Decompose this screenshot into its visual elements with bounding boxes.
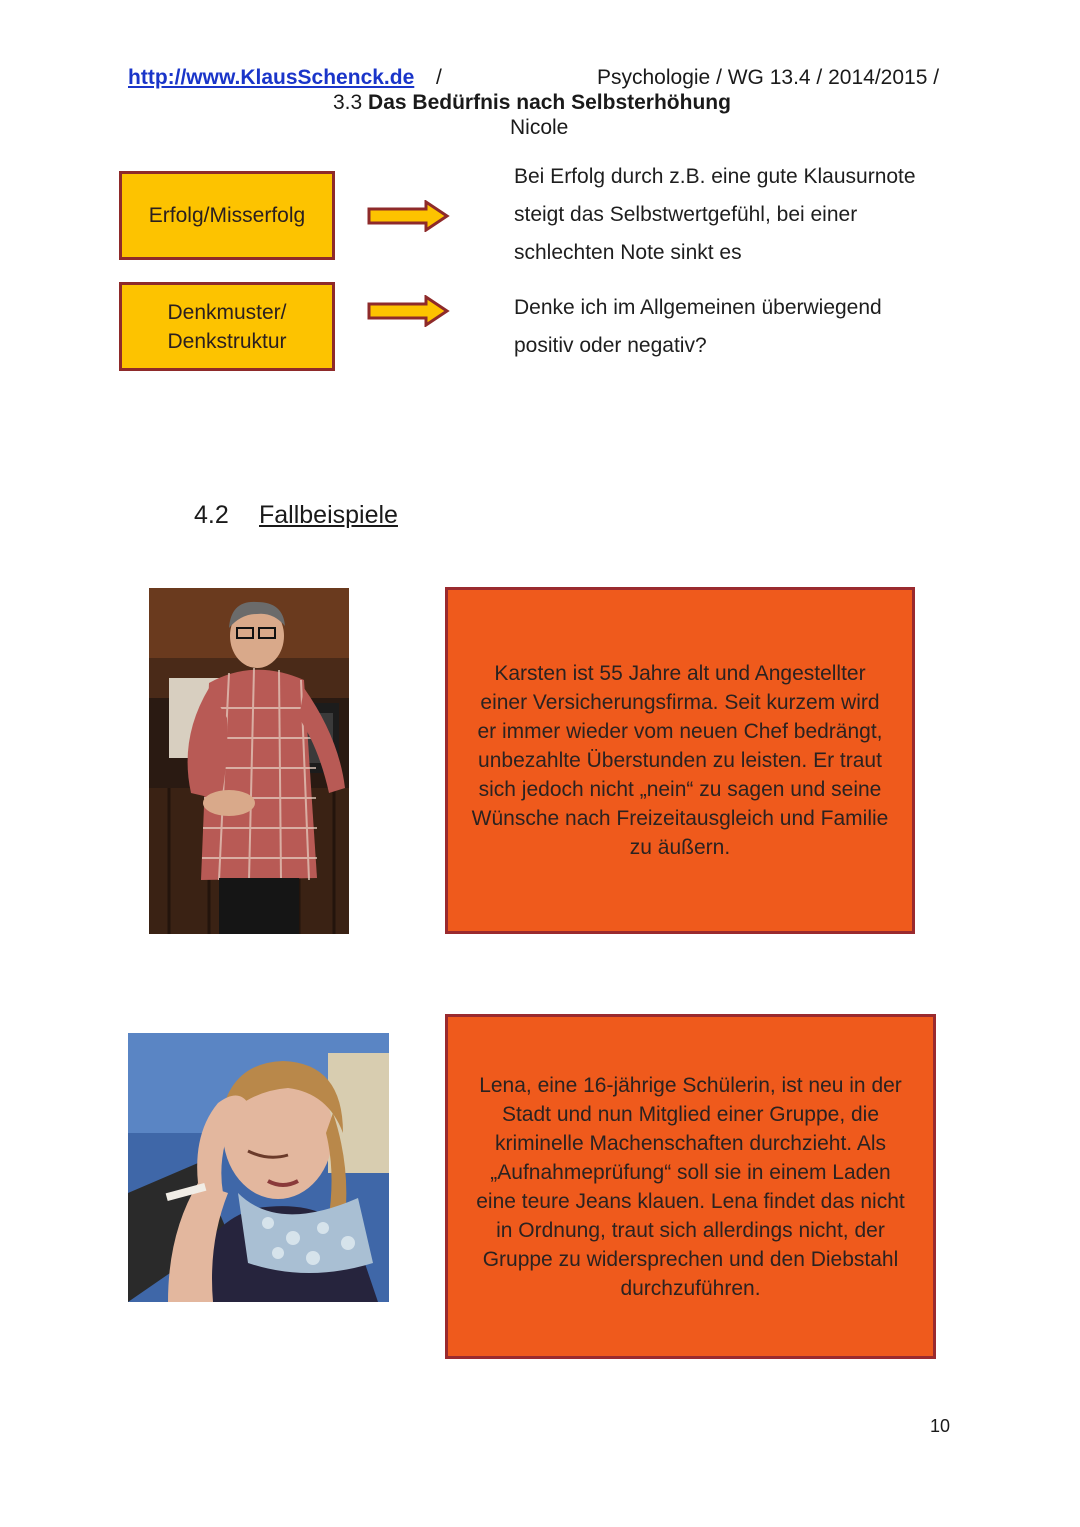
section-number: 4.2 bbox=[194, 501, 229, 529]
text-line: Gruppe zu widersprechen und den Diebstahl bbox=[482, 1247, 899, 1271]
text-line: steigt das Selbstwertgefühl, bei einer bbox=[514, 203, 858, 226]
text-line: kriminelle Machenschaften durchzieht. Als bbox=[494, 1131, 886, 1155]
text-line: Denke ich im Allgemeinen überwiegend bbox=[514, 296, 882, 319]
concept-description bbox=[514, 158, 964, 272]
text-line: einer Versicherungsfirma. Seit kurzem wird bbox=[480, 691, 880, 714]
case-box-karsten bbox=[445, 587, 915, 934]
photo-karsten bbox=[149, 588, 349, 934]
concept-description bbox=[514, 289, 964, 365]
text-line: in Ordnung, traut sich allerdings nicht, der bbox=[496, 1218, 885, 1242]
case-box-lena bbox=[445, 1014, 936, 1359]
concept-label-line: Denkmuster/ bbox=[167, 300, 287, 324]
text-line: Bei Erfolg durch z.B. eine gute Klausurnote bbox=[514, 165, 916, 188]
concept-label-line: Denkstruktur bbox=[167, 329, 287, 353]
header-course: Psychologie / WG 13.4 / 2014/2015 / bbox=[597, 66, 940, 89]
header-separator: / bbox=[436, 66, 442, 89]
text-line: positiv oder negativ? bbox=[514, 334, 707, 357]
text-line: Karsten ist 55 Jahre alt und Angestellter bbox=[494, 662, 866, 685]
text-line: „Aufnahmeprüfung“ soll sie in einem Laden bbox=[490, 1160, 891, 1184]
text-line: Wünsche nach Freizeitausgleich und Familie bbox=[471, 807, 889, 830]
author-name: Nicole bbox=[510, 116, 569, 139]
concept-label: Erfolg/Misserfolg bbox=[148, 204, 306, 227]
page-number: 10 bbox=[930, 1416, 951, 1436]
photo-lena bbox=[128, 1033, 389, 1302]
case-text bbox=[476, 1071, 904, 1303]
chapter-title: Das Bedürfnis nach Selbsterhöhung bbox=[368, 91, 731, 114]
arrow-right-icon bbox=[366, 200, 450, 232]
section-title: Fallbeispiele bbox=[259, 501, 398, 529]
chapter-number: 3.3 bbox=[333, 91, 363, 114]
text-line: er immer wieder vom neuen Chef bedrängt, bbox=[477, 720, 883, 743]
text-line: sich jedoch nicht „nein“ zu sagen und seine bbox=[478, 778, 882, 801]
concept-box-denkmuster bbox=[119, 282, 335, 371]
header-link[interactable]: http://www.KlausSchenck.de bbox=[128, 66, 415, 89]
text-line: eine teure Jeans klauen. Lena findet das nicht bbox=[476, 1189, 905, 1213]
text-line: schlechten Note sinkt es bbox=[514, 241, 742, 264]
text-line: unbezahlte Überstunden zu leisten. Er traut bbox=[478, 749, 882, 772]
concept-box-erfolg bbox=[119, 171, 335, 260]
case-text bbox=[472, 659, 889, 862]
text-line: durchzuführen. bbox=[620, 1276, 761, 1300]
chapter-heading bbox=[333, 91, 731, 115]
text-line: Lena, eine 16-jährige Schülerin, ist neu in der bbox=[479, 1073, 902, 1097]
arrow-right-icon bbox=[366, 295, 450, 327]
text-line: zu äußern. bbox=[629, 836, 731, 859]
text-line: Stadt und nun Mitglied einer Gruppe, die bbox=[501, 1102, 880, 1126]
